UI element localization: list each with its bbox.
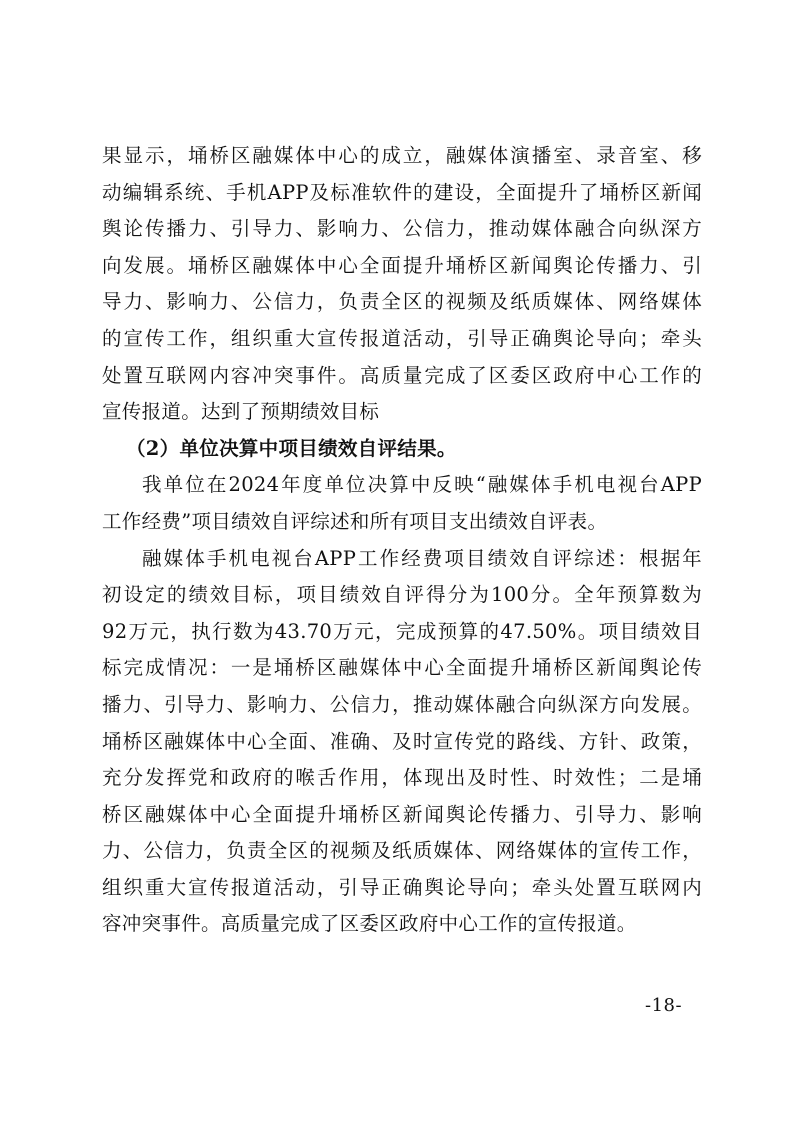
paragraph-line: 融媒体手机电视台APP工作经费项目绩效自评综述：根据年: [142, 546, 702, 570]
paragraph-line: 我单位在2024年度单位决算中反映“融媒体手机电视台APP: [142, 473, 702, 497]
paragraph-line: 埇桥区融媒体中心全面、准确、及时宣传党的路线、方针、政策，: [102, 729, 702, 753]
paragraph-line: 处置互联网内容冲突事件。高质量完成了区委区政府中心工作的: [102, 363, 702, 387]
paragraph-line: 舆论传播力、引导力、影响力、公信力，推动媒体融合向纵深方: [102, 217, 702, 241]
paragraph-line: 容冲突事件。高质量完成了区委区政府中心工作的宣传报道。: [102, 912, 637, 936]
paragraph-line: 组织重大宣传报道活动，引导正确舆论导向；牵头处置互联网内: [102, 875, 702, 899]
paragraph-line: 充分发挥党和政府的喉舌作用，体现出及时性、时效性；二是埇: [102, 766, 702, 790]
paragraph-line: 桥区融媒体中心全面提升埇桥区新闻舆论传播力、引导力、影响: [102, 802, 702, 826]
page-number: -18-: [645, 995, 683, 1016]
section-heading: （2）单位决算中项目绩效自评结果。: [126, 436, 457, 460]
paragraph-line: 动编辑系统、手机APP及标准软件的建设，全面提升了埇桥区新闻: [102, 180, 702, 204]
body-text: [102, 138, 702, 943]
paragraph-line: 导力、影响力、公信力，负责全区的视频及纸质媒体、网络媒体: [102, 290, 702, 314]
paragraph-line: 果显示，埇桥区融媒体中心的成立，融媒体演播室、录音室、移: [102, 144, 702, 167]
paragraph-line: 播力、引导力、影响力、公信力，推动媒体融合向纵深方向发展。: [102, 692, 702, 716]
paragraph-line: 向发展。埇桥区融媒体中心全面提升埇桥区新闻舆论传播力、引: [102, 253, 702, 277]
paragraph-line: 标完成情况：一是埇桥区融媒体中心全面提升埇桥区新闻舆论传: [102, 656, 702, 680]
paragraph-line: 92万元，执行数为43.70万元，完成预算的47.50%。项目绩效目: [102, 619, 702, 643]
paragraph-line: 初设定的绩效目标，项目绩效自评得分为100分。全年预算数为: [102, 583, 702, 607]
paragraph-line: 力、公信力，负责全区的视频及纸质媒体、网络媒体的宣传工作，: [102, 839, 702, 863]
paragraph-line: 工作经费”项目绩效自评综述和所有项目支出绩效自评表。: [102, 509, 608, 533]
paragraph-line: 的宣传工作，组织重大宣传报道活动，引导正确舆论导向；牵头: [102, 326, 702, 350]
paragraph-line: 宣传报道。达到了预期绩效目标: [102, 400, 380, 424]
